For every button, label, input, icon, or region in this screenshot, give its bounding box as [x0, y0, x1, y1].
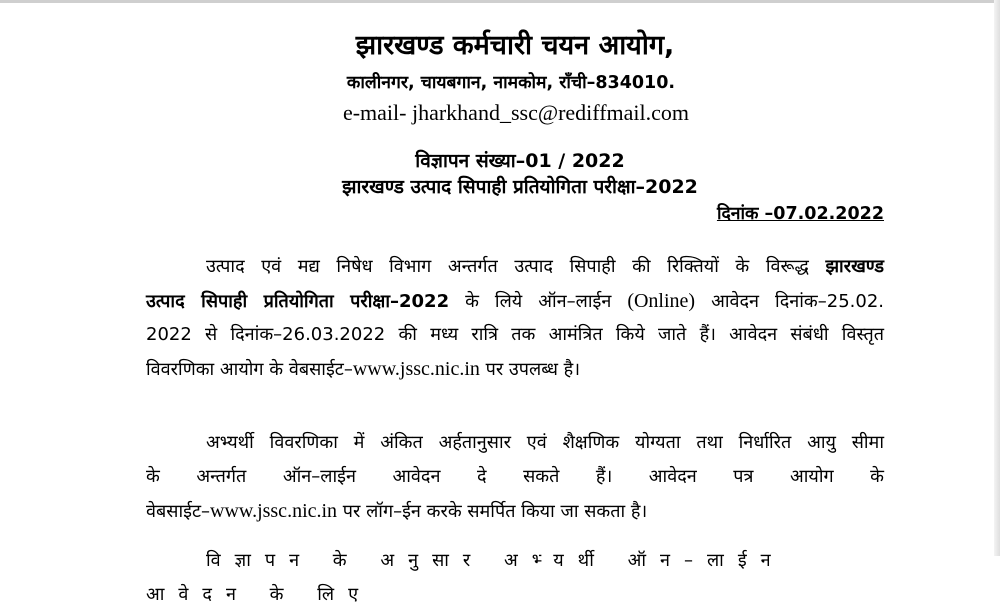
text-span: विवरणिका आयोग के वेबसाईट– [146, 359, 353, 380]
organization-email: e-mail- jharkhand_ssc@rediffmail.com [342, 100, 690, 125]
letterhead [0, 28, 1000, 128]
text-span: उत्पाद एवं मद्य निषेध विभाग अन्तर्गत उत्पाद सिपाही की रिक्तियों के विरूद्ध [206, 256, 826, 277]
text-span: आवेदन दिनांक–25.02. [695, 291, 884, 312]
paragraph-2 [146, 426, 884, 528]
website-link: www.jssc.nic.in [210, 500, 338, 522]
advertisement-number: विज्ञापन संख्या–01 / 2022 [415, 150, 625, 172]
text-span: (Online) [627, 290, 696, 312]
advertisement-heading [0, 148, 1000, 200]
page-top-edge [0, 0, 1000, 3]
text-span: पर लॉग–ईन करके समर्पित किया जा सकता है। [337, 501, 648, 522]
paragraph-1-line-4 [146, 352, 884, 386]
paragraph-3-cutoff [146, 544, 884, 605]
organization-name: झारखण्ड कर्मचारी चयन आयोग, [355, 30, 675, 61]
organization-address: कालीनगर, चायबगान, नामकोम, राँची–834010. [346, 73, 676, 93]
paragraph-1-line-2 [146, 284, 884, 318]
bold-text: झारखण्ड [825, 256, 884, 277]
website-link: www.jssc.nic.in [352, 358, 480, 380]
paragraph-2-line-3 [146, 494, 884, 528]
advertisement-date: दिनांक –07.02.2022 [716, 204, 884, 224]
text-span: पर उपलब्ध है। [479, 359, 581, 380]
paragraph-2-line-2: के अन्तर्गत ऑन–लाईन आवेदन दे सकते हैं। आवेदन पत्र आयोग के [146, 466, 884, 487]
text-span: विज्ञापन के अनुसार अभ्यर्थी ऑन–लाईन आवेदन के लिए [146, 550, 785, 605]
bold-text: उत्पाद सिपाही प्रतियोगिता परीक्षा–2022 [146, 291, 450, 312]
text-span: वेबसाईट– [146, 501, 211, 522]
text-span: के लिये ऑन–लाईन [449, 291, 628, 312]
paragraph-1-line-3: 2022 से दिनांक–26.03.2022 की मध्य रात्रि तक आमंत्रित किये जाते हैं। आवेदन संबंधी विस्तृत [146, 324, 884, 345]
paragraph-1-line-1 [146, 250, 884, 284]
paragraph-2-line-1: अभ्यर्थी विवरणिका में अंकित अर्हतानुसार एवं शैक्षणिक योग्यता तथा निर्धारित आयु सीमा [206, 432, 884, 453]
paragraph-1 [146, 250, 884, 386]
advertisement-title: झारखण्ड उत्पाद सिपाही प्रतियोगिता परीक्षा–2022 [342, 176, 698, 198]
